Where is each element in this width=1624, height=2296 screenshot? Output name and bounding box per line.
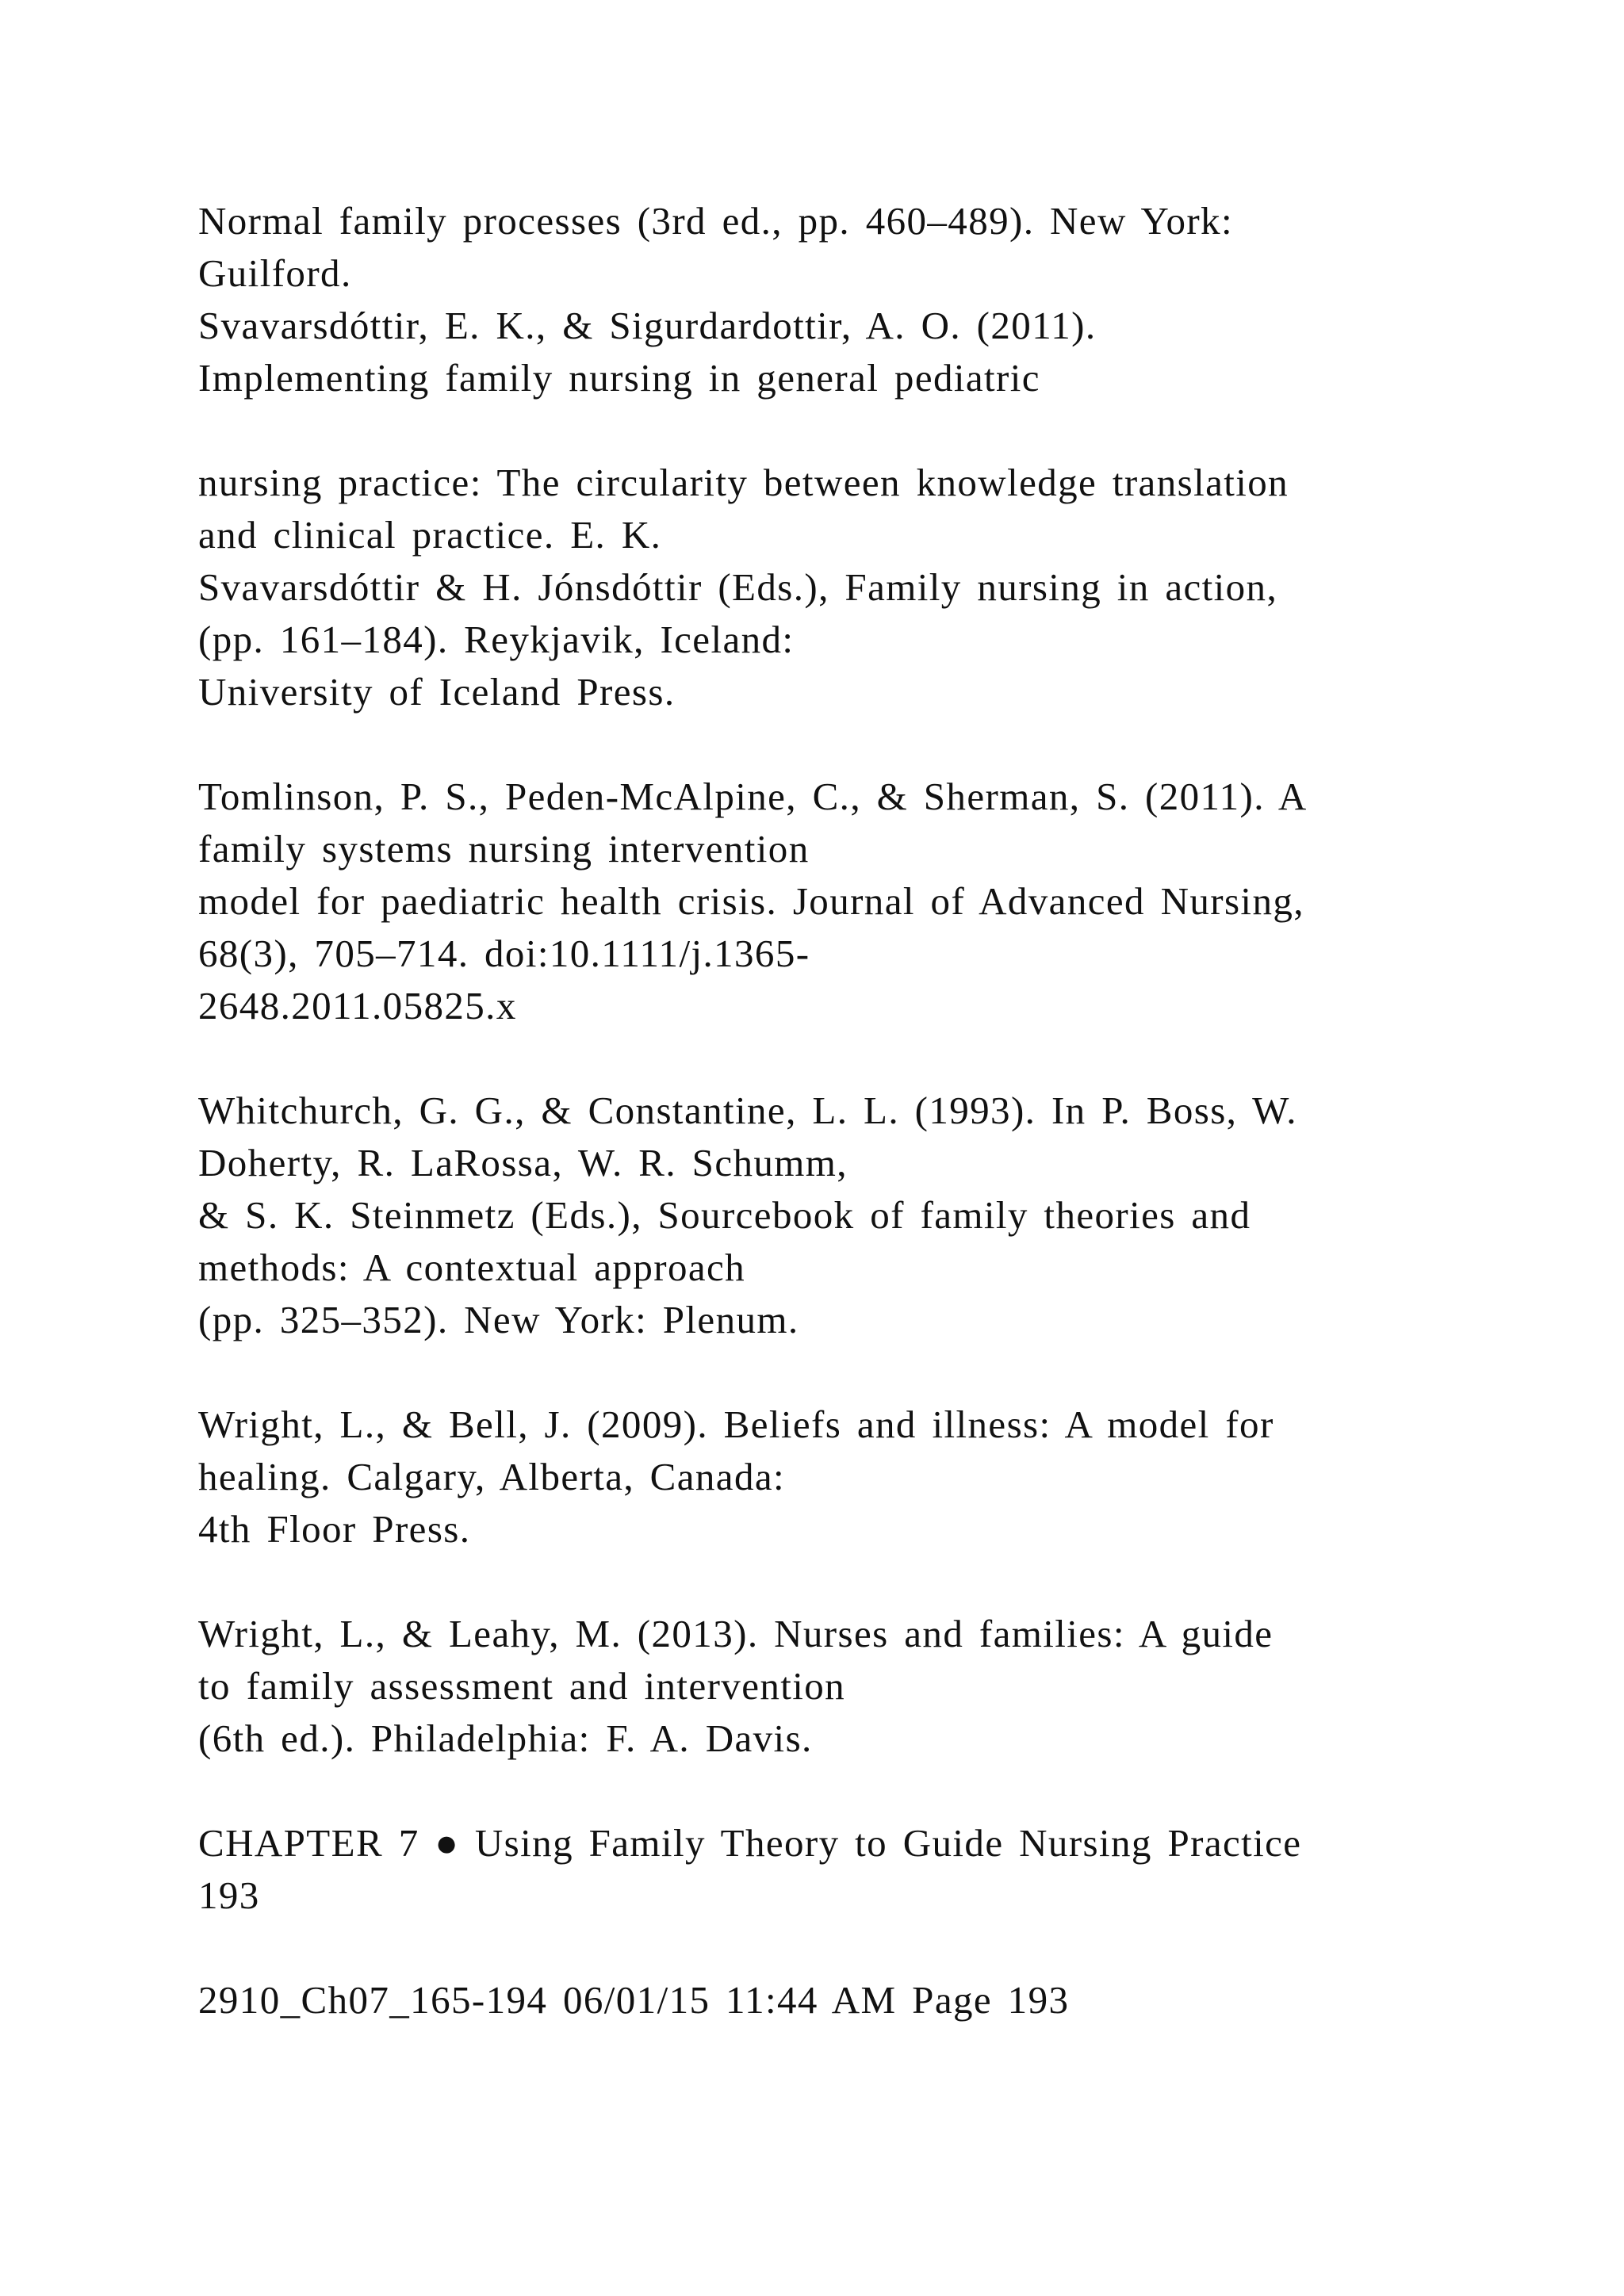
text-line: University of Iceland Press. xyxy=(198,670,676,714)
blank-line xyxy=(198,1032,1451,1085)
text-line: 68(3), 705–714. doi:10.1111/j.1365- xyxy=(198,932,810,975)
blank-line xyxy=(198,1765,1451,1817)
text-line: 4th Floor Press. xyxy=(198,1507,471,1551)
text-line: (pp. 325–352). New York: Plenum. xyxy=(198,1298,799,1341)
text-line: Doherty, R. LaRossa, W. R. Schumm, xyxy=(198,1141,848,1184)
text-line: CHAPTER 7 ● Using Family Theory to Guide Nursing Practice xyxy=(198,1821,1302,1865)
text-line: family systems nursing intervention xyxy=(198,827,810,871)
text-line: Svavarsdóttir, E. K., & Sigurdardottir, A. O. (2011). xyxy=(198,304,1097,347)
text-line: Whitchurch, G. G., & Constantine, L. L. (1993). In P. Boss, W. xyxy=(198,1089,1297,1132)
text-line: 2648.2011.05825.x xyxy=(198,984,517,1027)
reference-text-block xyxy=(198,195,1451,2026)
text-line: Wright, L., & Leahy, M. (2013). Nurses and families: A guide xyxy=(198,1612,1274,1655)
blank-line xyxy=(198,1556,1451,1608)
text-line: Implementing family nursing in general pediatric xyxy=(198,356,1040,400)
text-line: 2910_Ch07_165-194 06/01/15 11:44 AM Page 193 xyxy=(198,1978,1070,2022)
text-line: Wright, L., & Bell, J. (2009). Beliefs and illness: A model for xyxy=(198,1402,1274,1446)
text-line: (6th ed.). Philadelphia: F. A. Davis. xyxy=(198,1716,813,1760)
blank-line xyxy=(198,404,1451,457)
blank-line xyxy=(198,718,1451,771)
blank-line xyxy=(198,1922,1451,1974)
text-line: to family assessment and intervention xyxy=(198,1664,846,1708)
text-line: and clinical practice. E. K. xyxy=(198,513,662,557)
text-line: & S. K. Steinmetz (Eds.), Sourcebook of family theories and xyxy=(198,1193,1251,1237)
text-line: Svavarsdóttir & H. Jónsdóttir (Eds.), Family nursing in action, xyxy=(198,565,1278,609)
text-line: healing. Calgary, Alberta, Canada: xyxy=(198,1455,786,1498)
text-line: 193 xyxy=(198,1873,260,1917)
text-line: Normal family processes (3rd ed., pp. 460–489). New York: xyxy=(198,199,1233,243)
text-line: nursing practice: The circularity between knowledge translation xyxy=(198,461,1289,504)
text-line: methods: A contextual approach xyxy=(198,1246,746,1289)
text-line: (pp. 161–184). Reykjavik, Iceland: xyxy=(198,618,795,661)
text-line: model for paediatric health crisis. Journal of Advanced Nursing, xyxy=(198,879,1304,923)
blank-line xyxy=(198,1346,1451,1399)
text-line: Tomlinson, P. S., Peden-McAlpine, C., & Sherman, S. (2011). A xyxy=(198,775,1308,818)
text-line: Guilford. xyxy=(198,251,352,295)
